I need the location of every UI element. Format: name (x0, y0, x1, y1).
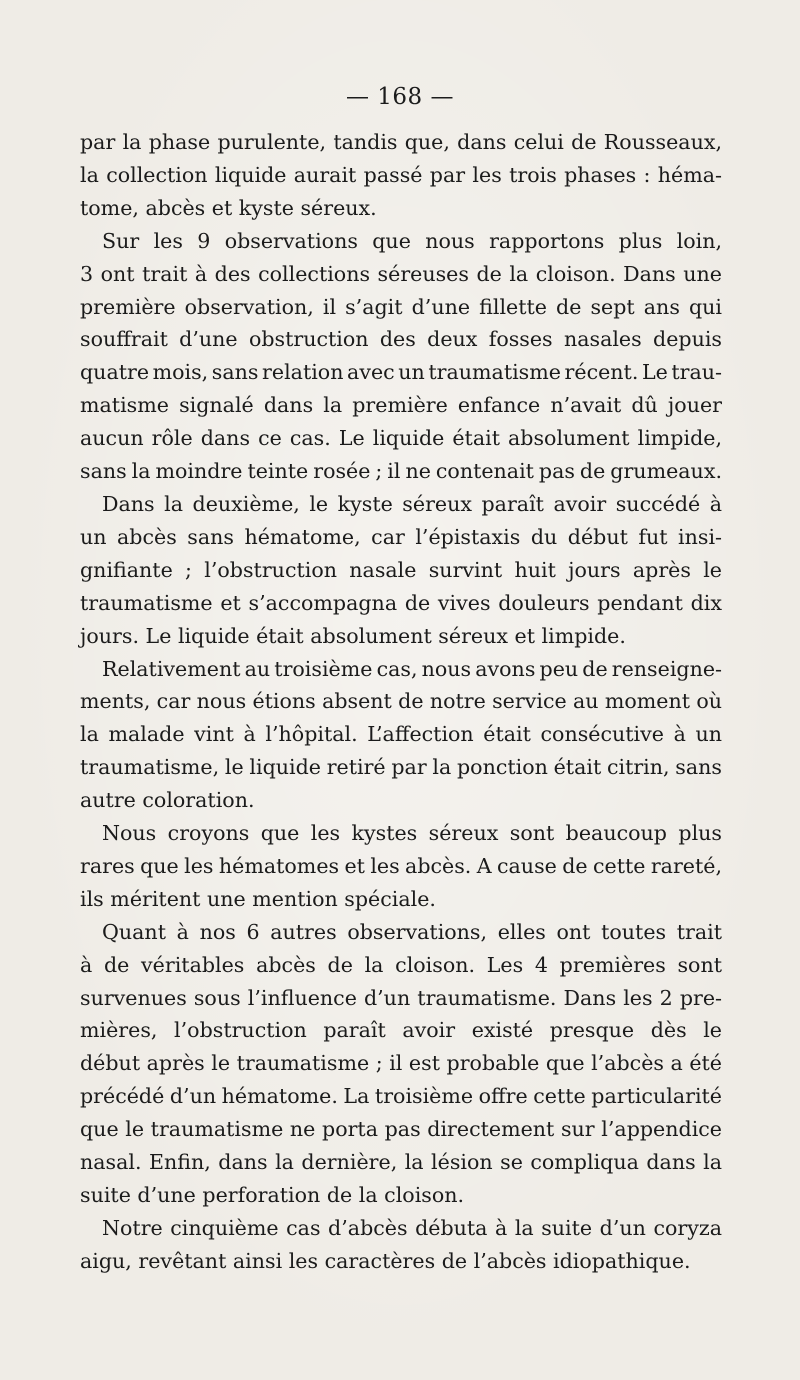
text-line: rares que les hématomes et les abcès. A cause de cette rareté, (80, 853, 722, 878)
text-line: précédé d’un hématome. La troisième offre cette particularité (80, 1084, 722, 1109)
text-line: Dans la deuxième, le kyste séreux paraît avoir succédé à (102, 491, 722, 516)
text-line: souffrait d’une obstruction des deux fosses nasales depuis (80, 327, 722, 352)
paragraph (80, 817, 722, 916)
text-line: la collection liquide aurait passé par les trois phases : héma- (80, 162, 722, 187)
body-text (80, 126, 722, 1278)
text-line: suite d’une perforation de la cloison. (80, 1183, 465, 1207)
text-line: Notre cinquième cas d’abcès débuta à la suite d’un coryza (102, 1215, 722, 1240)
text-line: sans la moindre teinte rosée ; il ne contenait pas de grumeaux. (80, 459, 722, 484)
text-line: ils méritent une mention spéciale. (80, 886, 436, 911)
text-line: aigu, revêtant ainsi les caractères de l’abcès idiopathique. (80, 1248, 691, 1273)
text-line: autre coloration. (80, 788, 255, 813)
text-line: un abcès sans hématome, car l’épistaxis du début fut insi- (80, 524, 722, 549)
page-number: — 168 — (345, 84, 455, 110)
text-line: aucun rôle dans ce cas. Le liquide était absolument limpide, (80, 426, 722, 451)
text-line: Relativement au troisième cas, nous avons peu de renseigne- (102, 656, 722, 681)
text-line: traumatisme et s’accompagna de vives douleurs pendant dix (80, 590, 722, 615)
text-line: survenues sous l’influence d’un traumatisme. Dans les 2 pre- (80, 985, 722, 1010)
text-line: première observation, il s’agit d’une fillette de sept ans qui (80, 294, 722, 319)
text-line: par la phase purulente, tandis que, dans celui de Rousseaux, (80, 130, 722, 154)
text-line: quatre mois, sans relation avec un traumatisme récent. Le trau- (80, 360, 722, 385)
text-line: traumatisme, le liquide retiré par la ponction était citrin, sans (80, 755, 722, 780)
text-line: que le traumatisme ne porta pas directement sur l’appendice (80, 1117, 722, 1142)
text-line: jours. Le liquide était absolument séreux et limpide. (80, 623, 626, 648)
paragraph (80, 916, 722, 1212)
text-line: gnifiante ; l’obstruction nasale survint huit jours après le (80, 557, 722, 582)
text-line: Quant à nos 6 autres observations, elles ont toutes trait (102, 919, 722, 944)
text-line: nasal. Enfin, dans la dernière, la lésion se compliqua dans la (80, 1150, 722, 1175)
text-line: Sur les 9 observations que nous rapportons plus loin, (102, 228, 722, 253)
paragraph (80, 653, 722, 818)
paragraph (80, 488, 722, 653)
text-line: tome, abcès et kyste séreux. (80, 195, 377, 220)
text-line: Nous croyons que les kystes séreux sont beaucoup plus (102, 821, 722, 846)
paragraph (80, 126, 722, 225)
paragraph (80, 1212, 722, 1278)
text-line: mières, l’obstruction paraît avoir existé presque dès le (80, 1018, 722, 1043)
text-line: ments, car nous étions absent de notre service au moment où (80, 689, 722, 714)
text-line: début après le traumatisme ; il est probable que l’abcès a été (80, 1051, 722, 1076)
text-line: à de véritables abcès de la cloison. Les 4 premières sont (80, 952, 722, 977)
text-line: 3 ont trait à des collections séreuses de la cloison. Dans une (80, 261, 722, 286)
text-line: la malade vint à l’hôpital. L’affection était consécutive à un (80, 722, 722, 747)
paragraph (80, 225, 722, 488)
text-line: matisme signalé dans la première enfance n’avait dû jouer (80, 393, 722, 418)
